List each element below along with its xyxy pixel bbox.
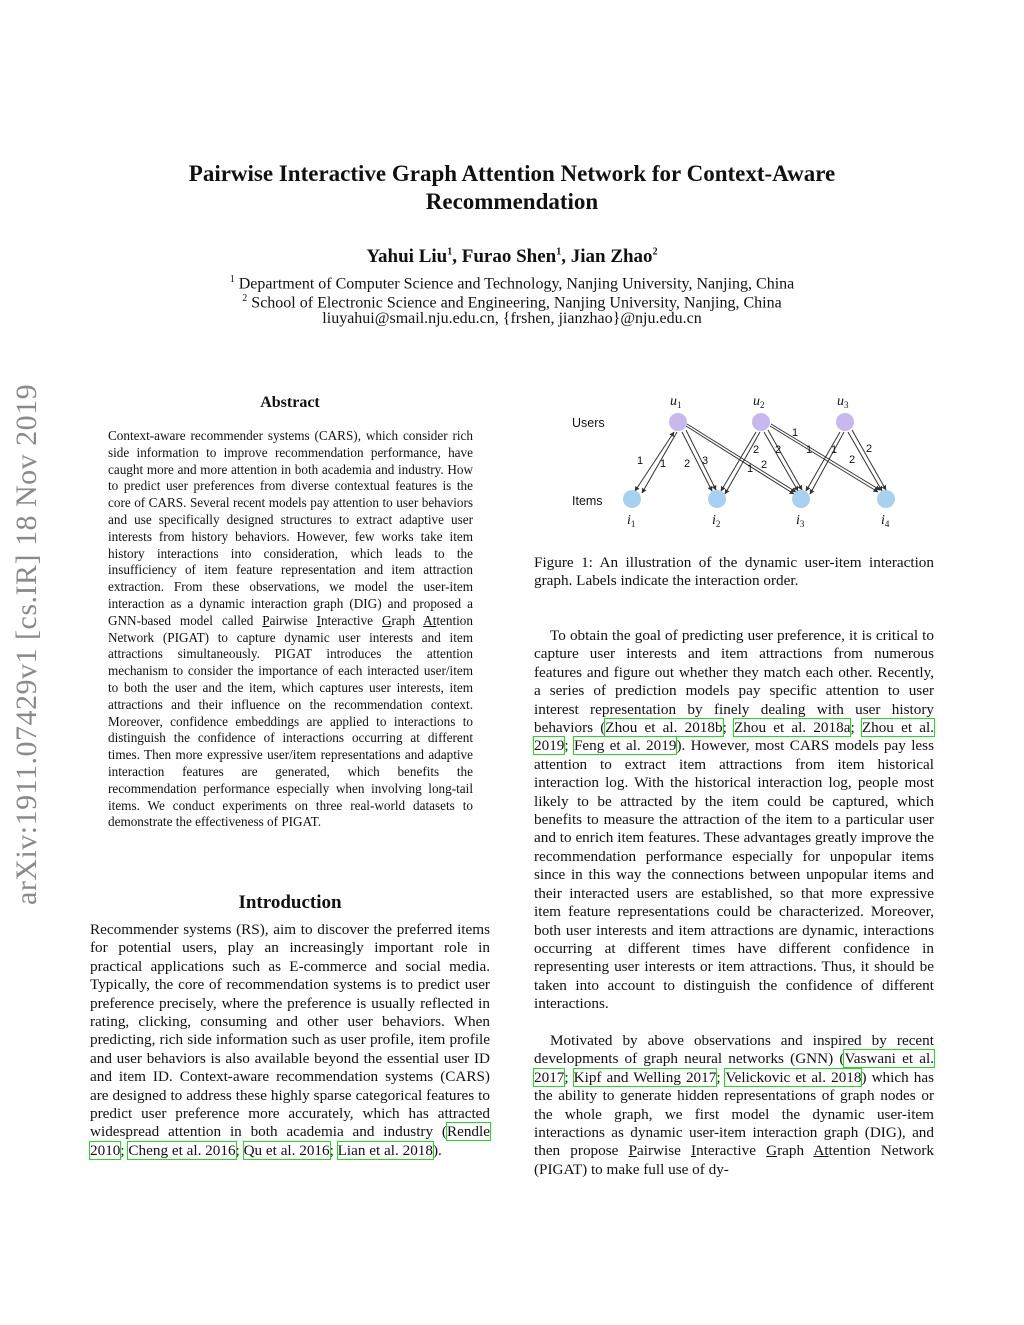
- abstract-text: [108, 428, 473, 831]
- user-node-label: $u_3$: [837, 394, 849, 410]
- citation-separator: ;: [564, 737, 574, 755]
- author-emails: liuyahui@smail.nju.edu.cn, {frshen, jianzhao}@nju.edu.cn: [322, 310, 702, 327]
- item-node-i2: [708, 490, 726, 508]
- motivation-paragraph: [534, 627, 934, 1014]
- arxiv-identifier: arXiv:1911.07429v1 [cs.IR] 18 Nov 2019: [10, 383, 43, 905]
- author-separator: ,: [561, 246, 571, 267]
- acronym-rest: nteractive: [321, 612, 382, 628]
- item-node-label: $i_3$: [796, 513, 805, 529]
- affiliation-text: School of Electronic Science and Engineering, Nanjing University, Nanjing, China: [251, 294, 782, 312]
- figure-caption: Figure 1: An illustration of the dynamic user-item interaction graph. Labels indicate the interaction order.: [534, 554, 934, 590]
- acronym-rest: tention Network (PIGAT) to make full use of dy-: [534, 1142, 935, 1178]
- citation-separator: ;: [235, 1141, 244, 1159]
- user-node-label: $u_2$: [753, 394, 765, 410]
- user-node-u1: [669, 413, 687, 431]
- citation-link[interactable]: Rendle 2010: [90, 1123, 490, 1159]
- paragraph-text: Recommender systems (RS), aim to discover the preferred items for potential users, play an increasingly important role in practical applications such as E-commerce and social media. Typically, the core of recommendation systems is to predict user preference precisely, where the preference is usually reflected in rating, clicking, consuming and other user behaviors. When predicting, rich side information such as user profile, item profile and user behaviors is also available beyond the essential user ID and item ID. Context-aware recommendation systems (CARS) are designed to address these highly sparse categorical features to predict user preference more accurately, which has attracted widespread attention in both academia and industry (: [90, 921, 490, 1141]
- user-node-u2: [752, 413, 770, 431]
- acronym-rest: tention Network (PIGAT): [108, 612, 473, 645]
- affiliation-mark: 1: [229, 274, 235, 285]
- citation-link[interactable]: Lian et al. 2018: [337, 1141, 433, 1159]
- acronym-letter: G: [381, 612, 392, 628]
- citation-link[interactable]: Kipf and Welling 2017: [573, 1068, 717, 1086]
- title-line-2: Recommendation: [425, 189, 599, 214]
- citation-link[interactable]: Velickovic et al. 2018: [725, 1068, 862, 1086]
- edge-label: 1: [660, 458, 667, 470]
- item-node-label: $i_4$: [881, 513, 890, 529]
- edge-label: 1: [637, 455, 644, 467]
- author-name: Furao Shen: [461, 246, 557, 267]
- edge-label: 2: [753, 444, 760, 456]
- item-node-i1: [623, 490, 641, 508]
- acronym-rest: raph: [391, 612, 424, 628]
- paragraph-text: ). However, most CARS models pay less attention to extract item attractions from item historical interaction log. With the historical interaction log, people most likely to be attracted by the item could be captured, which benefits to measure the attraction of the item to a particular user and to enrich item features. These advantages greatly improve the recommendation performance especially for unpopular items since in this way the connections between unpopular items and their interacted users are established, so that more expressive item feature representations could be characterized. Moreover, both user interests and item attractions are dynamic, interactions occurring at different times have different confidence in representing user interests or item attractions. Thus, it should be taken into account to distinguish the confidence of different interactions.: [534, 737, 934, 1013]
- acronym-rest: raph: [777, 1142, 814, 1160]
- acronym-letter: At: [423, 612, 437, 628]
- author-name: Jian Zhao: [570, 246, 653, 267]
- citation-link[interactable]: Zhou et al. 2018a: [734, 719, 851, 737]
- edge-label: 2: [761, 459, 768, 471]
- citation-separator: ;: [716, 1068, 726, 1086]
- abstract-part: Context-aware recommender systems (CARS), which consider rich side information to improve recommendation performance, have caught more and more attention in both academia and industry. How to predict user preferences from diverse contextual features is the core of CARS. Several recent models pay attention to user behaviors and use specifically designed structures to extract adaptive user interests from history behaviors. However, few works take item history interactions into consideration, which leads to the insufficiency of item feature representation and item attraction extraction. From these observations, we model the user-item interaction as a dynamic interaction graph (DIG) and proposed a GNN-based model called: [108, 428, 473, 628]
- edge: [721, 432, 756, 491]
- citation-separator: ;: [329, 1141, 338, 1159]
- user-node-u3: [836, 413, 854, 431]
- edge-label: 1: [747, 463, 754, 475]
- paragraph-text: ).: [432, 1141, 442, 1159]
- author-affiliation-mark: 1: [447, 246, 453, 258]
- item-nodes: [623, 490, 895, 508]
- title-line-1: Pairwise Interactive Graph Attention Network for Context-Aware: [188, 161, 836, 186]
- paragraph-text: ) which has the ability to generate hidden representations of graph nodes or the whole graph, we first model the dynamic user-item interactions as dynamic user-item interaction graph (DIG), and then propose: [534, 1068, 934, 1160]
- acronym-letter: I: [691, 1142, 697, 1160]
- abstract-part: to capture dynamic user interests and item attractions simultaneously. PIGAT introduces the attention mechanism to consider the importance of each interacted user/item to both the user and the item, which captures user interests, item attractions and their influence on the recommendation context. Moreover, confidence embeddings are applied to interactions to distinguish the confidence of interactions occurring at different times. Then more expressive user/item representations and adaptive interaction features are generated, which benefits the recommendation performance especially when involving long-tail items. We conduct experiments on three real-world datasets to demonstrate the effectiveness of PIGAT.: [108, 629, 473, 830]
- introduction-heading: Introduction: [238, 892, 342, 913]
- citation-link[interactable]: Qu et al. 2016: [243, 1141, 330, 1159]
- citation-separator: ;: [722, 719, 734, 737]
- user-node-label: $u_1$: [670, 394, 682, 410]
- abstract-heading: Abstract: [260, 394, 320, 411]
- edge-label: 1: [792, 427, 799, 439]
- item-node-i3: [792, 490, 810, 508]
- author-name: Yahui Liu: [366, 246, 448, 267]
- author-separator: ,: [452, 246, 462, 267]
- approach-paragraph: [534, 1032, 934, 1179]
- item-node-label: $i_2$: [712, 513, 721, 529]
- paragraph-text: To obtain the goal of predicting user preference, it is critical to capture user interests and item attractions from numerous features and figure out whether they match each other. Recently, a series of prediction models pay specific attention to user interest representation by finely dealing with user history behaviors (: [534, 627, 934, 737]
- citation-link[interactable]: Zhou et al. 2018b: [605, 719, 723, 737]
- acronym-letter: G: [766, 1142, 778, 1160]
- acronym-letter: At: [813, 1142, 829, 1160]
- author-affiliation-mark: 1: [556, 246, 562, 258]
- introduction-paragraph: [90, 921, 490, 1160]
- author-affiliation-mark: 2: [652, 246, 658, 258]
- edge: [852, 430, 886, 490]
- citation-separator: ;: [120, 1141, 129, 1159]
- acronym-letter: P: [628, 1142, 637, 1160]
- citation-link[interactable]: Vaswani et al. 2017: [534, 1050, 934, 1086]
- users-row-label: Users: [572, 416, 605, 430]
- paper-title: [150, 160, 874, 216]
- affiliation-mark: 2: [242, 293, 248, 304]
- acronym-rest: nteractive: [696, 1142, 756, 1160]
- author-list: [150, 246, 874, 268]
- citation-link[interactable]: Zhou et al. 2019: [534, 719, 934, 755]
- edge: [806, 432, 840, 491]
- edge-label: 2: [684, 458, 691, 470]
- acronym-rest: airwise: [636, 1142, 691, 1160]
- user-nodes: [669, 413, 854, 431]
- edge-label: 1: [806, 444, 813, 456]
- acronym-rest: airwise: [269, 612, 317, 628]
- paragraph-text: Motivated by above observations and inspired by recent developments of graph neural networks (GNN) (: [534, 1032, 934, 1068]
- edge-label: 1: [831, 444, 838, 456]
- citation-link[interactable]: Feng et al. 2019: [573, 737, 677, 755]
- affiliation-text: Department of Computer Science and Technology, Nanjing University, Nanjing, China: [238, 275, 795, 293]
- edge-label: 3: [702, 455, 709, 467]
- edge-label: 2: [866, 443, 873, 455]
- interaction-graph-figure: [560, 388, 920, 538]
- citation-link[interactable]: Cheng et al. 2016: [128, 1141, 236, 1159]
- citation-separator: ;: [564, 1068, 574, 1086]
- items-row-label: Items: [572, 494, 603, 508]
- acronym-letter: I: [316, 612, 322, 628]
- edge-label: 2: [775, 444, 782, 456]
- edge: [725, 432, 760, 494]
- edge: [810, 432, 844, 494]
- item-node-i4: [877, 490, 895, 508]
- citation-separator: ;: [850, 719, 862, 737]
- item-node-label: $i_1$: [627, 513, 636, 529]
- acronym-letter: P: [262, 612, 270, 628]
- edge-label: 2: [849, 454, 856, 466]
